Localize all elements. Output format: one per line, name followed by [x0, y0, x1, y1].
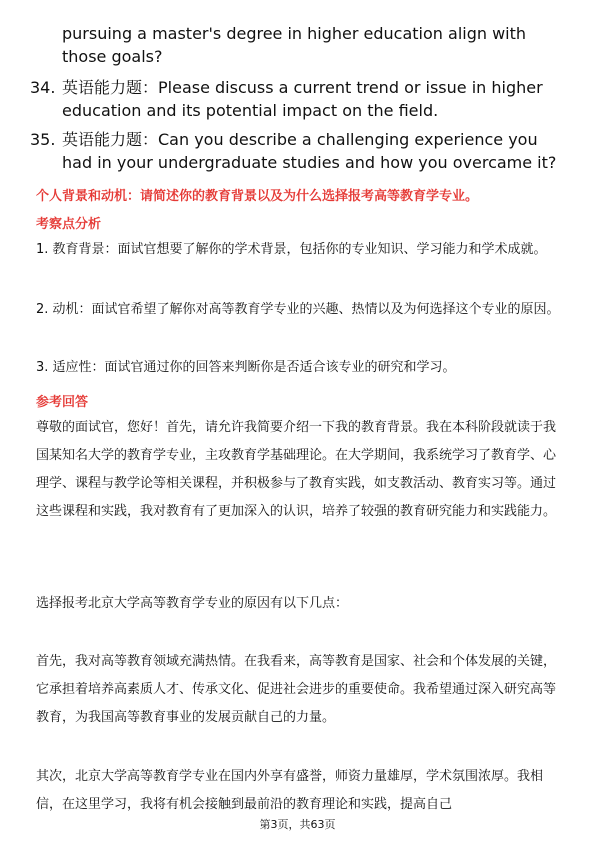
analysis-item: 1. 教育背景：面试官想要了解你的学术背景，包括你的专业知识、学习能力和学术成就。 — [36, 242, 547, 257]
question-number: 34. — [30, 78, 56, 97]
question-text: 英语能力题：Can you describe a challenging experience you had in your undergraduate studies and how you overcame it? — [62, 130, 557, 172]
question-number: 35. — [30, 130, 56, 149]
answer-title: 参考回答 — [36, 395, 89, 410]
answer-paragraph: 选择报考北京大学高等教育学专业的原因有以下几点： — [36, 596, 349, 611]
answer-paragraph: 尊敬的面试官，您好！首先，请允许我简要介绍一下我的教育背景。我在本科阶段就读于我国某知名大学的教育学专业，主攻教育学基础理论。在大学期间，我系统学习了教育学、心理学、课程与教学论等相关课程，并积极参与了教育实践，如支教活动、教育实习等。通过这些课程和实践，我对教育有了更加深入的认识，培养了较强的教育研究能力和实践能力。 — [36, 420, 557, 519]
answer-paragraph: 首先，我对高等教育领域充满热情。在我看来，高等教育是国家、社会和个体发展的关键，它承担着培养高素质人才、传承文化、促进社会进步的重要使命。我希望通过深入研究高等教育，为我国高等教育事业的发展贡献自己的力量。 — [36, 654, 557, 725]
question-text: 英语能力题：Please discuss a current trend or issue in higher education and its potential impact on the field. — [62, 78, 543, 120]
analysis-title: 考察点分析 — [36, 217, 102, 232]
analysis-item: 3. 适应性：面试官通过你的回答来判断你是否适合该专业的研究和学习。 — [36, 360, 456, 375]
question-continuation: pursuing a master's degree in higher education align with those goals? — [62, 24, 527, 66]
page-number: 第3页，共63页 — [259, 818, 336, 831]
section-heading: 个人背景和动机：请简述你的教育背景以及为什么选择报考高等教育学专业。 — [36, 189, 479, 204]
answer-paragraph: 其次，北京大学高等教育学专业在国内外享有盛誉，师资力量雄厚，学术氛围浓厚。我相信，在这里学习，我将有机会接触到最前沿的教育理论和实践，提高自己 — [36, 769, 544, 812]
analysis-item: 2. 动机：面试官希望了解你对高等教育学专业的兴趣、热情以及为何选择这个专业的原因。 — [36, 302, 560, 317]
